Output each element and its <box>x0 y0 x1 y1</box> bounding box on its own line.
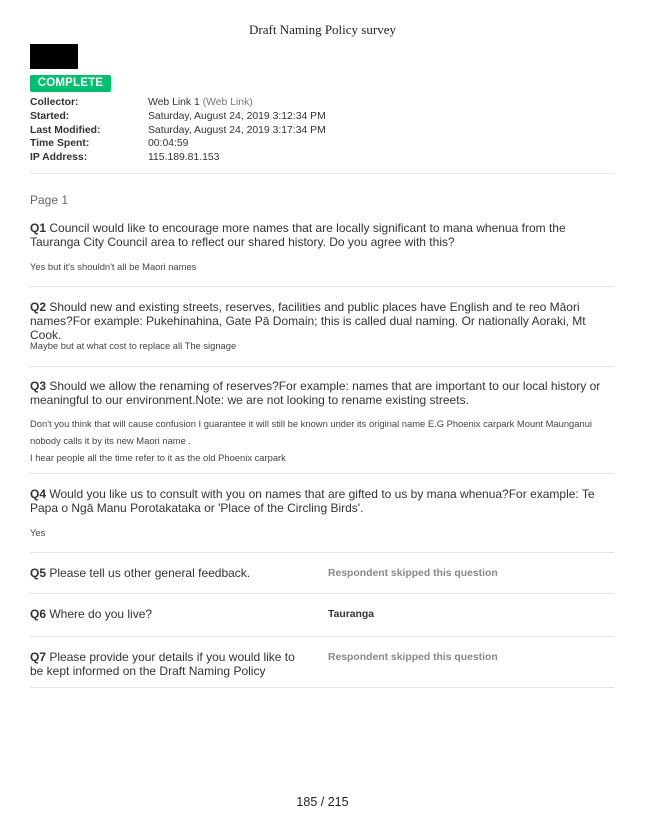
question-q7 <box>30 650 300 678</box>
meta-row-ip-address <box>30 152 326 166</box>
question-q5 <box>30 566 300 580</box>
divider <box>30 552 614 553</box>
question-number: Q6 <box>30 607 47 621</box>
response-metadata <box>30 97 326 166</box>
divider <box>30 473 614 474</box>
question-q2 <box>30 300 615 342</box>
question-text: Please provide your details if you would like to be kept informed on the Draft Naming Policy <box>30 650 295 678</box>
answer-q2 <box>30 337 620 354</box>
answer-q1 <box>30 258 620 275</box>
meta-value: 00:04:59 <box>148 138 189 150</box>
meta-key: Collector: <box>30 97 79 108</box>
collector-name: Web Link 1 <box>148 97 200 108</box>
answer-line: Yes but it's shouldn't all be Maori names <box>30 261 197 272</box>
question-text: Should new and existing streets, reserves, facilities and public places have English and te reo Māori names?For example: Pukehinahina, Gate Pā Domain; this is called dual naming. Or nationally Aoraki, Mt Cook. <box>30 300 586 342</box>
meta-key: Time Spent: <box>30 138 90 150</box>
question-number: Q1 <box>30 221 47 235</box>
question-text: Should we allow the renaming of reserves?For example: names that are important to our local history or meaningful to our environment.Note: we are not looking to rename existing streets. <box>30 379 601 407</box>
question-number: Q2 <box>30 300 47 314</box>
answer-line: Yes <box>30 527 46 538</box>
question-text: Where do you live? <box>46 607 153 621</box>
meta-value: 115.189.81.153 <box>148 152 220 164</box>
question-q4 <box>30 487 615 515</box>
meta-key: IP Address: <box>30 152 88 164</box>
answer-line: I hear people all the time refer to it as the old Phoenix carpark <box>30 452 286 463</box>
divider <box>30 366 614 367</box>
meta-row-collector <box>30 97 326 111</box>
page-label: Page 1 <box>30 193 69 207</box>
question-text: Council would like to encourage more names that are locally significant to mana whenua from the Tauranga City Council area to reflect our shared history. Do you agree with this? <box>30 221 566 249</box>
meta-key: Last Modified: <box>30 124 101 136</box>
meta-row-started <box>30 111 326 125</box>
document-title: Draft Naming Policy survey <box>249 22 396 37</box>
answer-q3 <box>30 415 620 466</box>
redacted-logo <box>30 44 78 69</box>
divider <box>30 687 614 688</box>
meta-row-last-modified <box>30 125 326 139</box>
answer-q7-skipped: Respondent skipped this question <box>328 652 498 663</box>
meta-key: Started: <box>30 110 70 122</box>
answer-line: nobody calls it by its new Maori name . <box>30 435 192 446</box>
status-badge: COMPLETE <box>30 75 111 92</box>
question-number: Q7 <box>30 650 47 664</box>
divider <box>30 593 614 594</box>
answer-q4 <box>30 524 620 541</box>
question-q3 <box>30 379 615 407</box>
question-number: Q3 <box>30 379 47 393</box>
meta-value: Saturday, August 24, 2019 3:17:34 PM <box>148 124 326 136</box>
question-text: Please tell us other general feedback. <box>46 566 251 580</box>
question-number: Q4 <box>30 487 47 501</box>
meta-row-time-spent <box>30 138 326 152</box>
meta-value: Saturday, August 24, 2019 3:12:34 PM <box>148 110 326 122</box>
answer-line: Maybe but at what cost to replace all The signage <box>30 340 237 351</box>
question-q1 <box>30 221 615 249</box>
divider <box>30 173 614 174</box>
meta-value <box>148 97 253 111</box>
question-q6 <box>30 607 300 621</box>
question-number: Q5 <box>30 566 47 580</box>
divider <box>30 636 614 637</box>
question-text: Would you like us to consult with you on names that are gifted to us by mana whenua?For example: Te Papa o Ngā Manu Porotakataka or 'Place of the Circling Birds'. <box>30 487 595 515</box>
collector-type: (Web Link) <box>199 97 253 108</box>
page-number: 185 / 215 <box>296 795 349 809</box>
answer-q6: Tauranga <box>328 609 374 620</box>
answer-line: Don't you think that will cause confusion I guarantee it will still be known under its original name E.G Phoenix carpark Mount Maunganui <box>30 418 592 429</box>
answer-q5-skipped: Respondent skipped this question <box>328 568 498 579</box>
divider <box>30 286 614 287</box>
